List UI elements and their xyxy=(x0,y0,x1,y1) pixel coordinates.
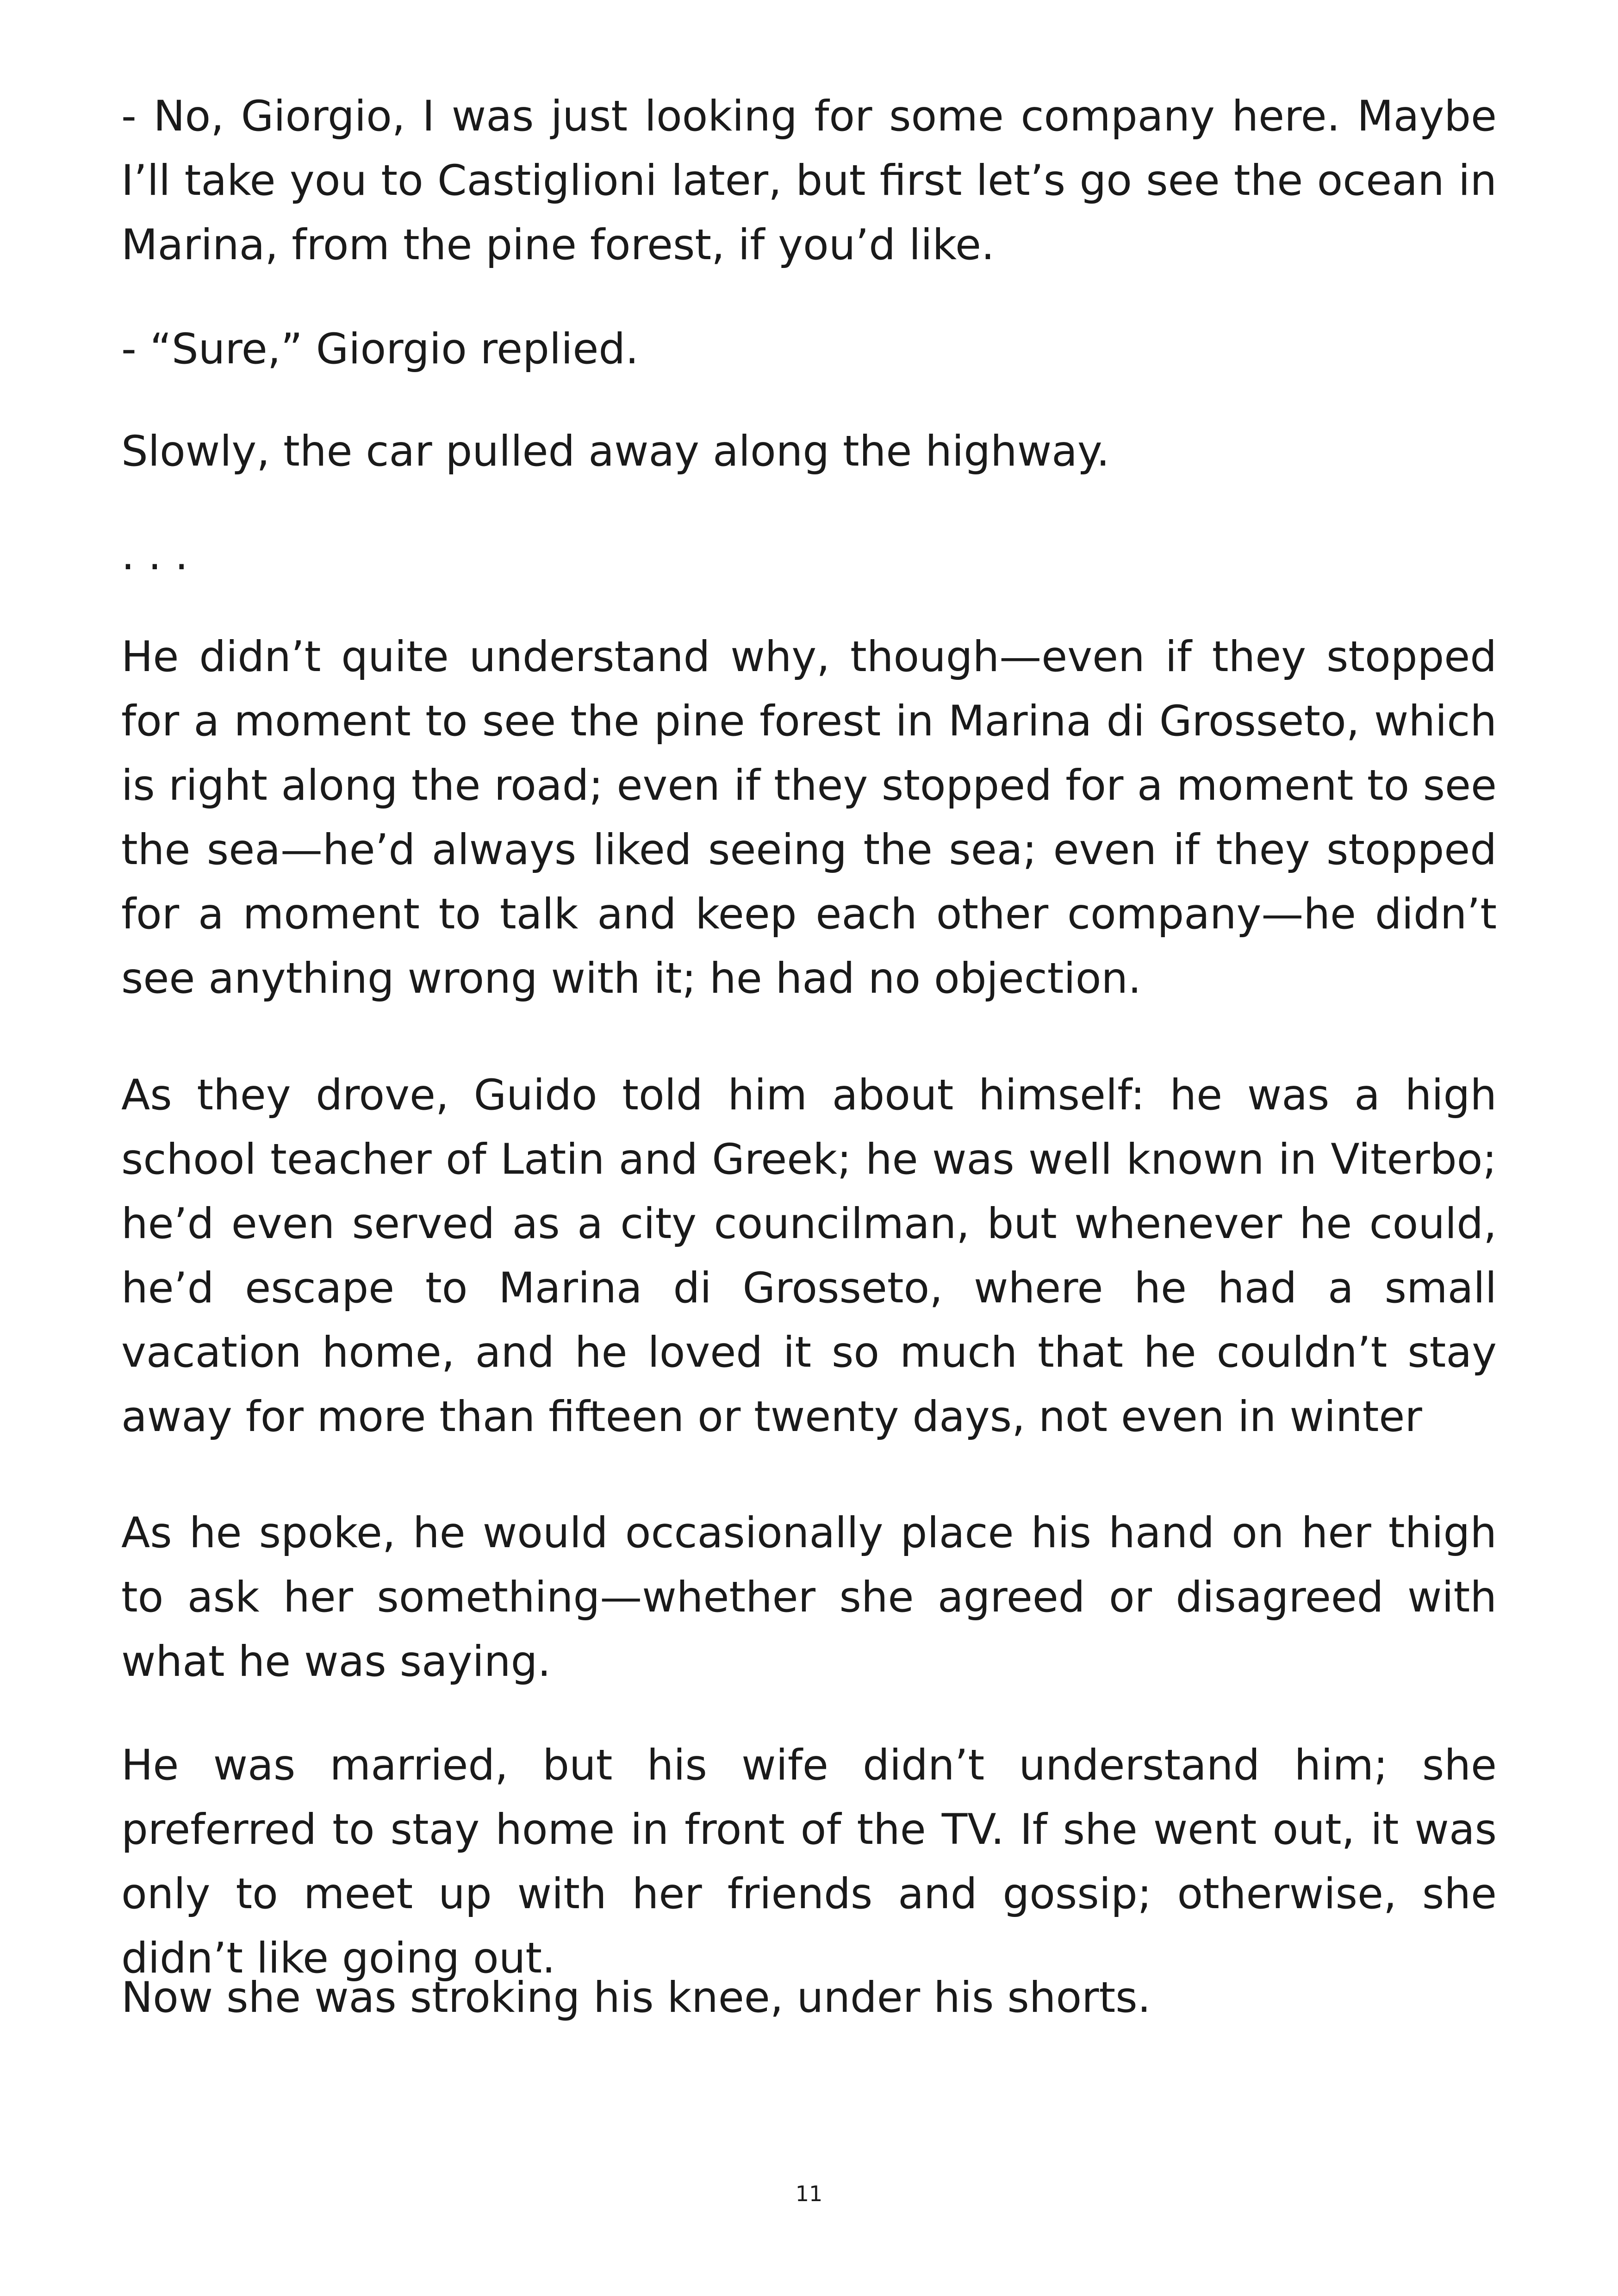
paragraph-car-pulled-away: Slowly, the car pulled away along the highway. xyxy=(121,427,1110,476)
paragraph-stroking-knee: Now she was stroking his knee, under his shorts. xyxy=(121,1973,1151,2022)
paragraph-hand-on-thigh: As he spoke, he would occasionally place his hand on her thigh to ask her something—whether she agreed or disagreed with what he was saying. xyxy=(121,1509,1497,1686)
paragraph-guido-himself: As they drove, Guido told him about himself: he was a high school teacher of Latin and Greek; he was well known in Viterbo; he’d even served as a city councilman, but whenever he could, he’d escape to Marina di Grosseto, where he had a small vacation home, and he loved it so much that he couldn’t stay away for more than fifteen or twenty days, not even in winter xyxy=(121,1071,1497,1441)
section-break-ellipsis: . . . xyxy=(121,531,188,579)
page-number: 11 xyxy=(795,2181,823,2206)
paragraph-pine-forest: He didn’t quite understand why, though—even if they stopped for a moment to see the pine forest in Marina di Grosseto, which is right along the road; even if they stopped for a moment to see the sea—he’d always liked seeing the sea; even if they stopped for a moment to talk and keep each other company—he didn’t see anything wrong with it; he had no objection. xyxy=(121,633,1497,1003)
paragraph-married-wife: He was married, but his wife didn’t understand him; she preferred to stay home in front of the TV. If she went out, it was only to meet up with her friends and gossip; otherwise, she didn’t like going out. xyxy=(121,1741,1497,1983)
paragraph-giorgio-reply: - “Sure,” Giorgio replied. xyxy=(121,325,639,373)
paragraph-dialogue-company: - No, Giorgio, I was just looking for some company here. Maybe I’ll take you to Castiglioni later, but first let’s go see the ocean in Marina, from the pine forest, if you’d like. xyxy=(121,92,1497,269)
